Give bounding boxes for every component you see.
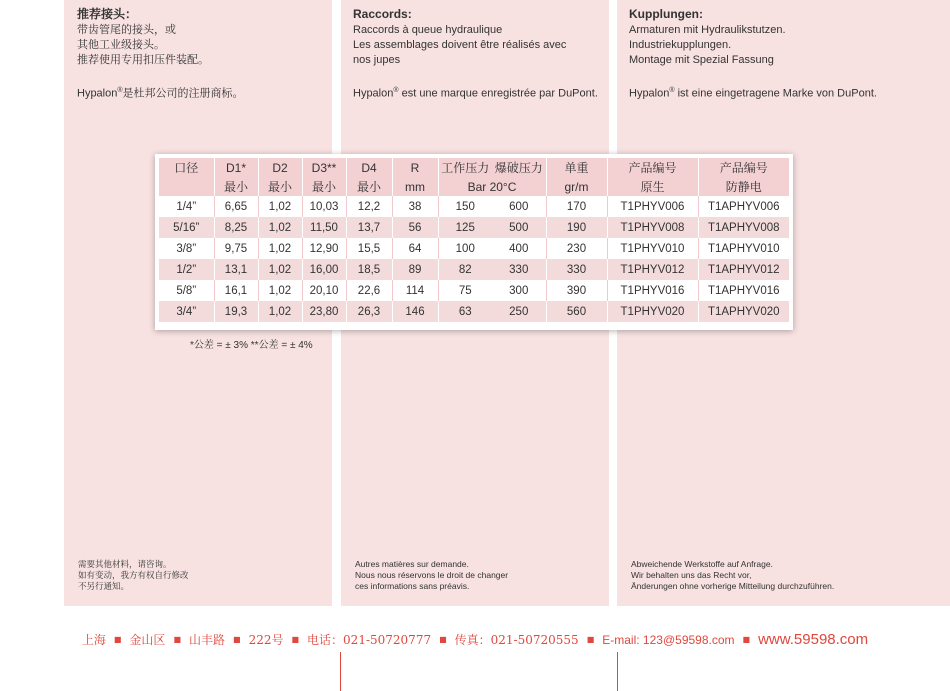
table-cell: 13,1 xyxy=(214,259,258,280)
fittings-heading: Raccords: xyxy=(353,7,412,21)
table-cell: 1,02 xyxy=(258,217,302,238)
table-cell: 16,00 xyxy=(302,259,346,280)
table-cell: 12,90 xyxy=(302,238,346,259)
table-cell: 500 xyxy=(492,217,546,238)
note-line: Autres matières sur demande. xyxy=(355,559,469,569)
table-cell: 3/4” xyxy=(159,301,214,322)
fittings-line: 带齿管尾的接头，或 xyxy=(77,24,176,36)
table-cell: 8,25 xyxy=(214,217,258,238)
table-cell: 82 xyxy=(438,259,492,280)
fittings-line: nos jupes xyxy=(353,54,401,66)
table-row xyxy=(159,280,789,301)
table-cell: 250 xyxy=(492,301,546,322)
fittings-text-chinese xyxy=(77,7,327,102)
table-cell: 11,50 xyxy=(302,217,346,238)
table-cell: 20,10 xyxy=(302,280,346,301)
table-row xyxy=(159,259,789,280)
availability-note-chinese xyxy=(78,559,189,592)
header-cell: 防静电 xyxy=(698,177,789,196)
table-cell: 330 xyxy=(492,259,546,280)
separator-icon: ■ xyxy=(291,635,300,644)
table-cell: 1,02 xyxy=(258,196,302,217)
table-cell: 114 xyxy=(392,280,438,301)
table-cell: T1PHYV016 xyxy=(607,280,698,301)
table-cell: 89 xyxy=(392,259,438,280)
separator-icon: ■ xyxy=(742,635,751,644)
table-cell: 190 xyxy=(546,217,607,238)
fittings-line: 推荐使用专用扣压件装配。 xyxy=(77,54,209,66)
header-cell: 口径 xyxy=(159,158,214,177)
header-cell: D4 xyxy=(346,158,392,177)
table-cell: 1/4” xyxy=(176,200,197,213)
separator-icon: ■ xyxy=(439,635,447,644)
table-cell: T1APHYV006 xyxy=(698,196,789,217)
website-link[interactable]: www.59598.com xyxy=(758,631,869,648)
header-cell: 最小 xyxy=(258,177,302,196)
note-line: Nous nous réservons le droit de changer xyxy=(355,570,509,580)
table-cell: 125 xyxy=(438,217,492,238)
table-cell: 230 xyxy=(546,238,607,259)
table-cell: 3/8” xyxy=(176,242,197,255)
header-cell: 最小 xyxy=(214,177,258,196)
table-cell: T1PHYV020 xyxy=(607,301,698,322)
note-line: Änderungen ohne vorherige Mitteilung durchzuführen. xyxy=(631,581,835,591)
header-cell: D2 xyxy=(258,158,302,177)
table-cell: 560 xyxy=(546,301,607,322)
table-cell: T1PHYV010 xyxy=(607,238,698,259)
table-cell: 6,65 xyxy=(214,196,258,217)
availability-note-german xyxy=(631,559,834,592)
address-number: 222号 xyxy=(248,633,284,647)
table-cell: 330 xyxy=(546,259,607,280)
table-cell: 13,7 xyxy=(346,217,392,238)
table-cell: 64 xyxy=(392,238,438,259)
fittings-heading: 推荐接头： xyxy=(77,7,138,21)
table-cell: 26,3 xyxy=(346,301,392,322)
table-cell: 9,75 xyxy=(214,238,258,259)
header-cell: 最小 xyxy=(346,177,392,196)
table-cell: 15,5 xyxy=(346,238,392,259)
spec-table xyxy=(159,158,789,322)
footer-divider xyxy=(340,652,341,691)
fittings-line: Industriekupplungen. xyxy=(629,39,732,51)
address-district: 金山区 xyxy=(129,633,166,647)
table-cell: 300 xyxy=(509,284,529,297)
table-cell: T1APHYV008 xyxy=(698,217,789,238)
table-row xyxy=(159,196,789,217)
table-cell: T1APHYV010 xyxy=(698,238,789,259)
table-row xyxy=(159,301,789,322)
fittings-heading: Kupplungen: xyxy=(629,7,703,21)
table-cell: T1APHYV020 xyxy=(698,301,789,322)
table-cell: T1APHYV012 xyxy=(698,259,789,280)
header-cell: D1* xyxy=(214,158,258,177)
table-cell: 1,02 xyxy=(258,301,302,322)
header-cell: 单重 xyxy=(546,158,607,177)
trademark-line: Hypalon® ist eine eingetragene Marke von DuPont. xyxy=(629,87,877,100)
trademark-line: Hypalon®是杜邦公司的注册商标。 xyxy=(77,87,244,100)
table-cell: 5/8” xyxy=(176,284,197,297)
fittings-line: Raccords à queue hydraulique xyxy=(353,24,503,36)
fittings-line: 其他工业级接头。 xyxy=(77,39,165,51)
header-cell: mm xyxy=(392,177,438,196)
fittings-line: Armaturen mit Hydraulikstutzen. xyxy=(629,24,786,36)
header-cell: R xyxy=(392,158,438,177)
fittings-text-french xyxy=(353,7,603,102)
table-row xyxy=(159,238,789,259)
fax: 传真：021-50720555 xyxy=(454,633,579,647)
table-cell: 400 xyxy=(509,242,529,255)
tolerance-note: *公差 = ± 3% **公差 = ± 4% xyxy=(190,340,313,351)
trademark-line: Hypalon® est une marque enregistrée par DuPont. xyxy=(353,87,598,100)
table-cell: 1,02 xyxy=(258,238,302,259)
table-cell: 1,02 xyxy=(258,259,302,280)
header-cell xyxy=(159,177,214,196)
note-line: ces informations sans préavis. xyxy=(355,581,470,591)
table-cell: 16,1 xyxy=(214,280,258,301)
table-cell: 150 xyxy=(438,196,492,217)
table-cell: 146 xyxy=(392,301,438,322)
note-line: 不另行通知。 xyxy=(78,581,130,591)
table-header-row xyxy=(159,177,789,196)
table-header-row xyxy=(159,158,789,177)
header-cell: 产品编号 xyxy=(607,158,698,177)
spec-table-card xyxy=(155,154,793,330)
table-cell: T1PHYV012 xyxy=(607,259,698,280)
header-cell: gr/m xyxy=(546,177,607,196)
address-city: 上海 xyxy=(81,633,106,647)
header-cell: 最小 xyxy=(302,177,346,196)
table-cell: 390 xyxy=(546,280,607,301)
table-cell: 170 xyxy=(546,196,607,217)
table-cell: 10,03 xyxy=(302,196,346,217)
table-cell: 63 xyxy=(438,301,492,322)
table-row xyxy=(159,217,789,238)
note-line: Abweichende Werkstoffe auf Anfrage. xyxy=(631,559,773,569)
table-cell: 18,5 xyxy=(346,259,392,280)
table-cell: 100 xyxy=(438,238,492,259)
fittings-line: Montage mit Spezial Fassung xyxy=(629,54,774,66)
note-line: 如有变动，我方有权自行修改 xyxy=(78,570,189,580)
header-cell: 原生 xyxy=(607,177,698,196)
table-cell: 22,6 xyxy=(346,280,392,301)
table-cell: 23,80 xyxy=(302,301,346,322)
note-line: Wir behalten uns das Recht vor, xyxy=(631,570,752,580)
table-cell: 1/2” xyxy=(159,259,214,280)
availability-note-french xyxy=(355,559,508,592)
address-road: 山丰路 xyxy=(189,633,226,647)
table-cell: 56 xyxy=(392,217,438,238)
table-cell: 5/16” xyxy=(159,217,214,238)
email-link[interactable]: E-mail: 123@59598.com xyxy=(602,633,735,647)
table-cell: T1APHYV016 xyxy=(698,280,789,301)
header-cell: 工作压力 xyxy=(438,158,492,177)
table-cell: 38 xyxy=(392,196,438,217)
contact-footer xyxy=(0,631,950,648)
separator-icon: ■ xyxy=(233,635,241,644)
table-cell: 75 xyxy=(438,280,492,301)
table-cell: T1PHYV008 xyxy=(607,217,698,238)
separator-icon: ■ xyxy=(586,635,595,644)
fittings-text-german xyxy=(629,7,929,102)
separator-icon: ■ xyxy=(173,635,181,644)
header-cell: D3** xyxy=(302,158,346,177)
header-cell: 爆破压力 xyxy=(492,158,546,177)
phone: 电话：021-50720777 xyxy=(307,633,432,647)
fittings-line: Les assemblages doivent être réalisés avec xyxy=(353,39,567,51)
table-body xyxy=(159,196,789,322)
table-cell: 12,2 xyxy=(346,196,392,217)
table-cell: T1PHYV006 xyxy=(607,196,698,217)
header-cell: 产品编号 xyxy=(698,158,789,177)
header-cell: Bar 20°C xyxy=(438,177,546,196)
footer-divider xyxy=(617,652,618,691)
table-cell: 19,3 xyxy=(214,301,258,322)
separator-icon: ■ xyxy=(113,635,122,644)
note-line: 需要其他材料，请咨询。 xyxy=(78,559,172,569)
table-cell: 1,02 xyxy=(258,280,302,301)
table-cell: 600 xyxy=(509,200,529,213)
